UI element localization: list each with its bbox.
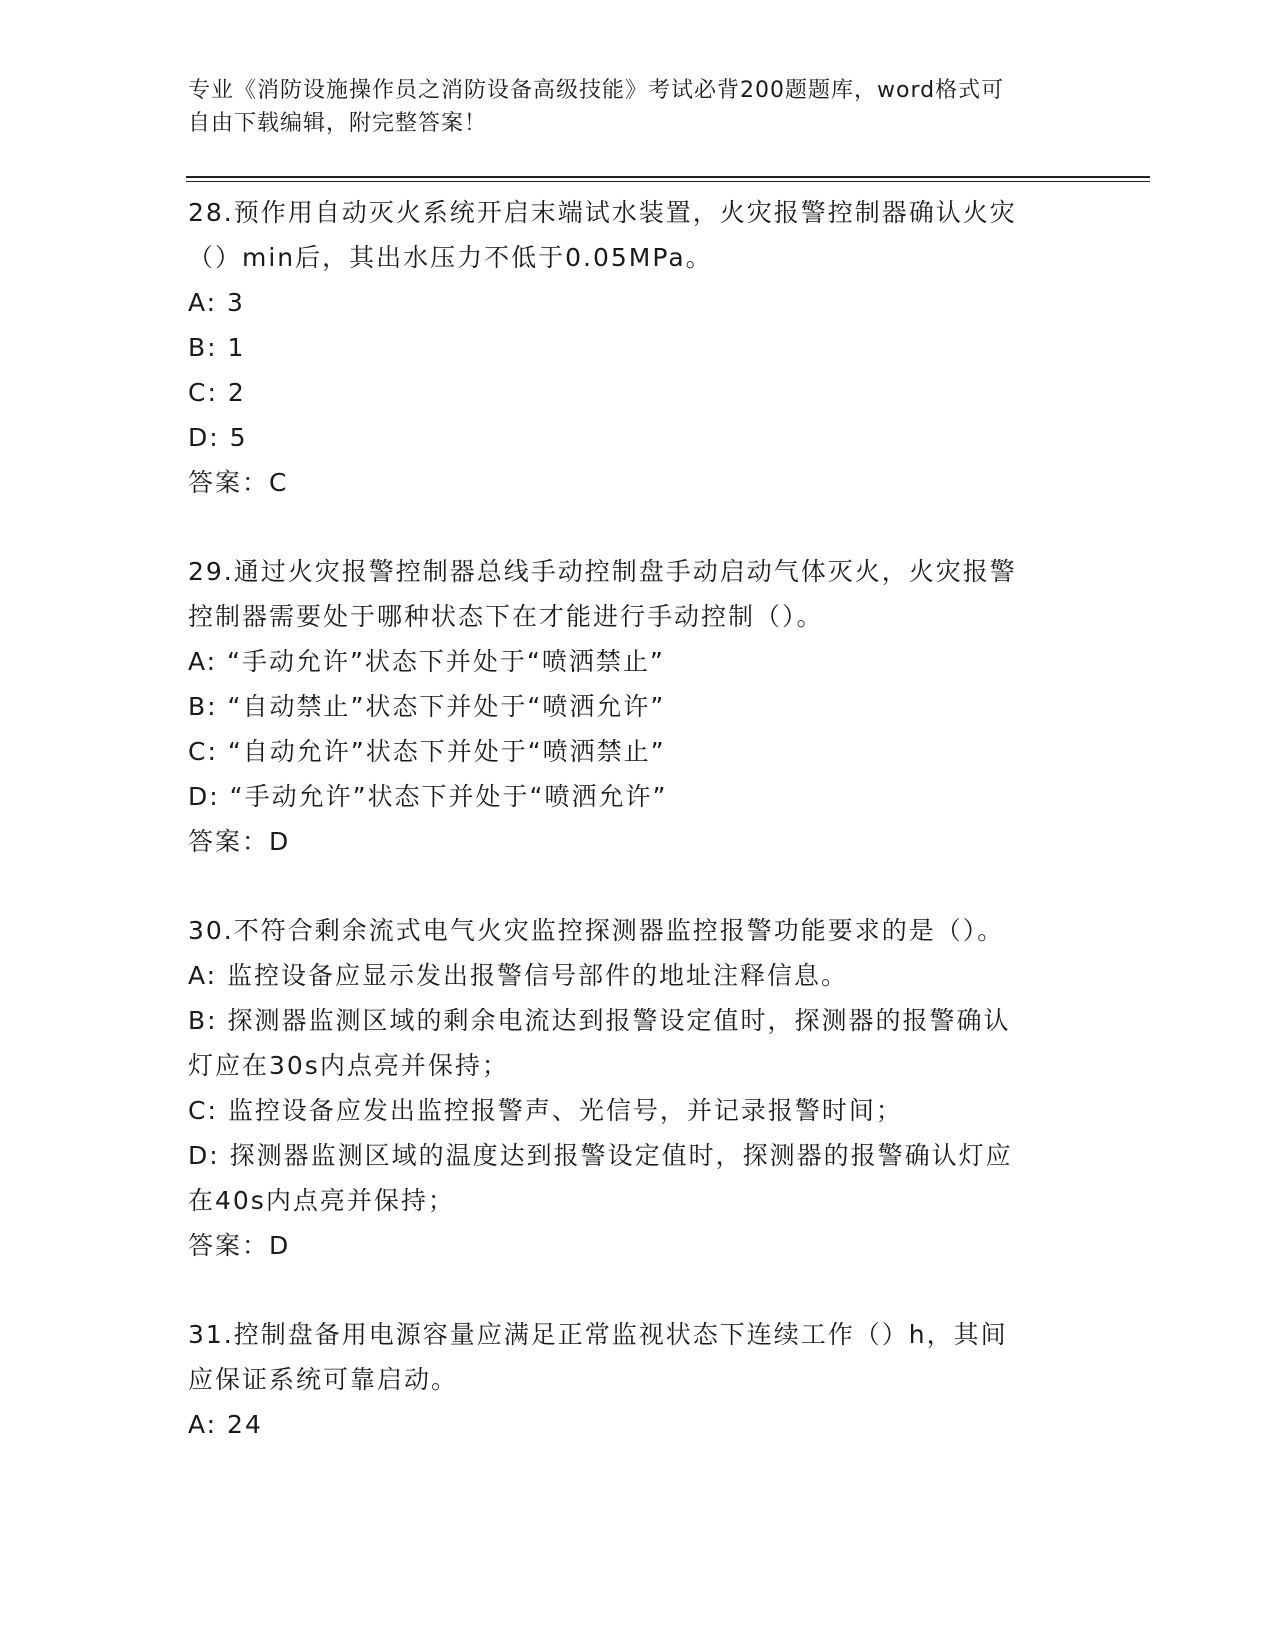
option-b: B: 探测器监测区域的剩余电流达到报警设定值时，探测器的报警确认 xyxy=(188,1006,1011,1035)
header-divider-thin xyxy=(186,181,1150,182)
question-28 xyxy=(188,190,1088,505)
option-d-continued: 在40s内点亮并保持； xyxy=(188,1186,455,1215)
header-line-2: 自由下载编辑，附完整答案！ xyxy=(188,111,488,136)
answer: 答案：D xyxy=(188,1231,291,1260)
option-c: C: “自动允许”状态下并处于“喷洒禁止” xyxy=(188,737,666,766)
option-d: D: “手动允许”状态下并处于“喷洒允许” xyxy=(188,782,668,811)
question-list xyxy=(188,190,1088,1447)
question-text: 控制器需要处于哪种状态下在才能进行手动控制（）。 xyxy=(188,602,824,631)
option-d: D: 探测器监测区域的温度达到报警设定值时，探测器的报警确认灯应 xyxy=(188,1141,1013,1170)
question-text: 30.不符合剩余流式电气火灾监控探测器监控报警功能要求的是（）。 xyxy=(188,916,1005,945)
option-a: A: 24 xyxy=(188,1410,263,1439)
option-c: C: 监控设备应发出监控报警声、光信号，并记录报警时间； xyxy=(188,1096,903,1125)
header-line-1: 专业《消防设施操作员之消防设备高级技能》考试必背200题题库，word格式可 xyxy=(188,78,1005,103)
question-text: 29.通过火灾报警控制器总线手动控制盘手动启动气体灭火，火灾报警 xyxy=(188,557,1017,586)
option-a: A: “手动允许”状态下并处于“喷洒禁止” xyxy=(188,647,665,676)
question-text: 应保证系统可靠启动。 xyxy=(188,1365,459,1394)
option-a: A: 3 xyxy=(188,288,245,317)
option-d: D: 5 xyxy=(188,423,248,452)
document-header xyxy=(188,74,1068,140)
answer: 答案：D xyxy=(188,827,291,856)
option-b: B: “自动禁止”状态下并处于“喷洒允许” xyxy=(188,692,666,721)
option-c: C: 2 xyxy=(188,378,246,407)
question-text: 28.预作用自动灭火系统开启末端试水装置，火灾报警控制器确认火灾 xyxy=(188,198,1017,227)
option-b: B: 1 xyxy=(188,333,246,362)
question-30 xyxy=(188,908,1088,1268)
question-29 xyxy=(188,549,1088,864)
question-text: （）min后，其出水压力不低于0.05MPa。 xyxy=(188,243,713,272)
option-a: A: 监控设备应显示发出报警信号部件的地址注释信息。 xyxy=(188,961,849,990)
header-divider-thick xyxy=(186,176,1150,178)
question-31 xyxy=(188,1312,1088,1447)
option-b-continued: 灯应在30s内点亮并保持； xyxy=(188,1051,509,1080)
question-text: 31.控制盘备用电源容量应满足正常监视状态下连续工作（）h，其间 xyxy=(188,1320,1008,1349)
answer: 答案：C xyxy=(188,468,289,497)
